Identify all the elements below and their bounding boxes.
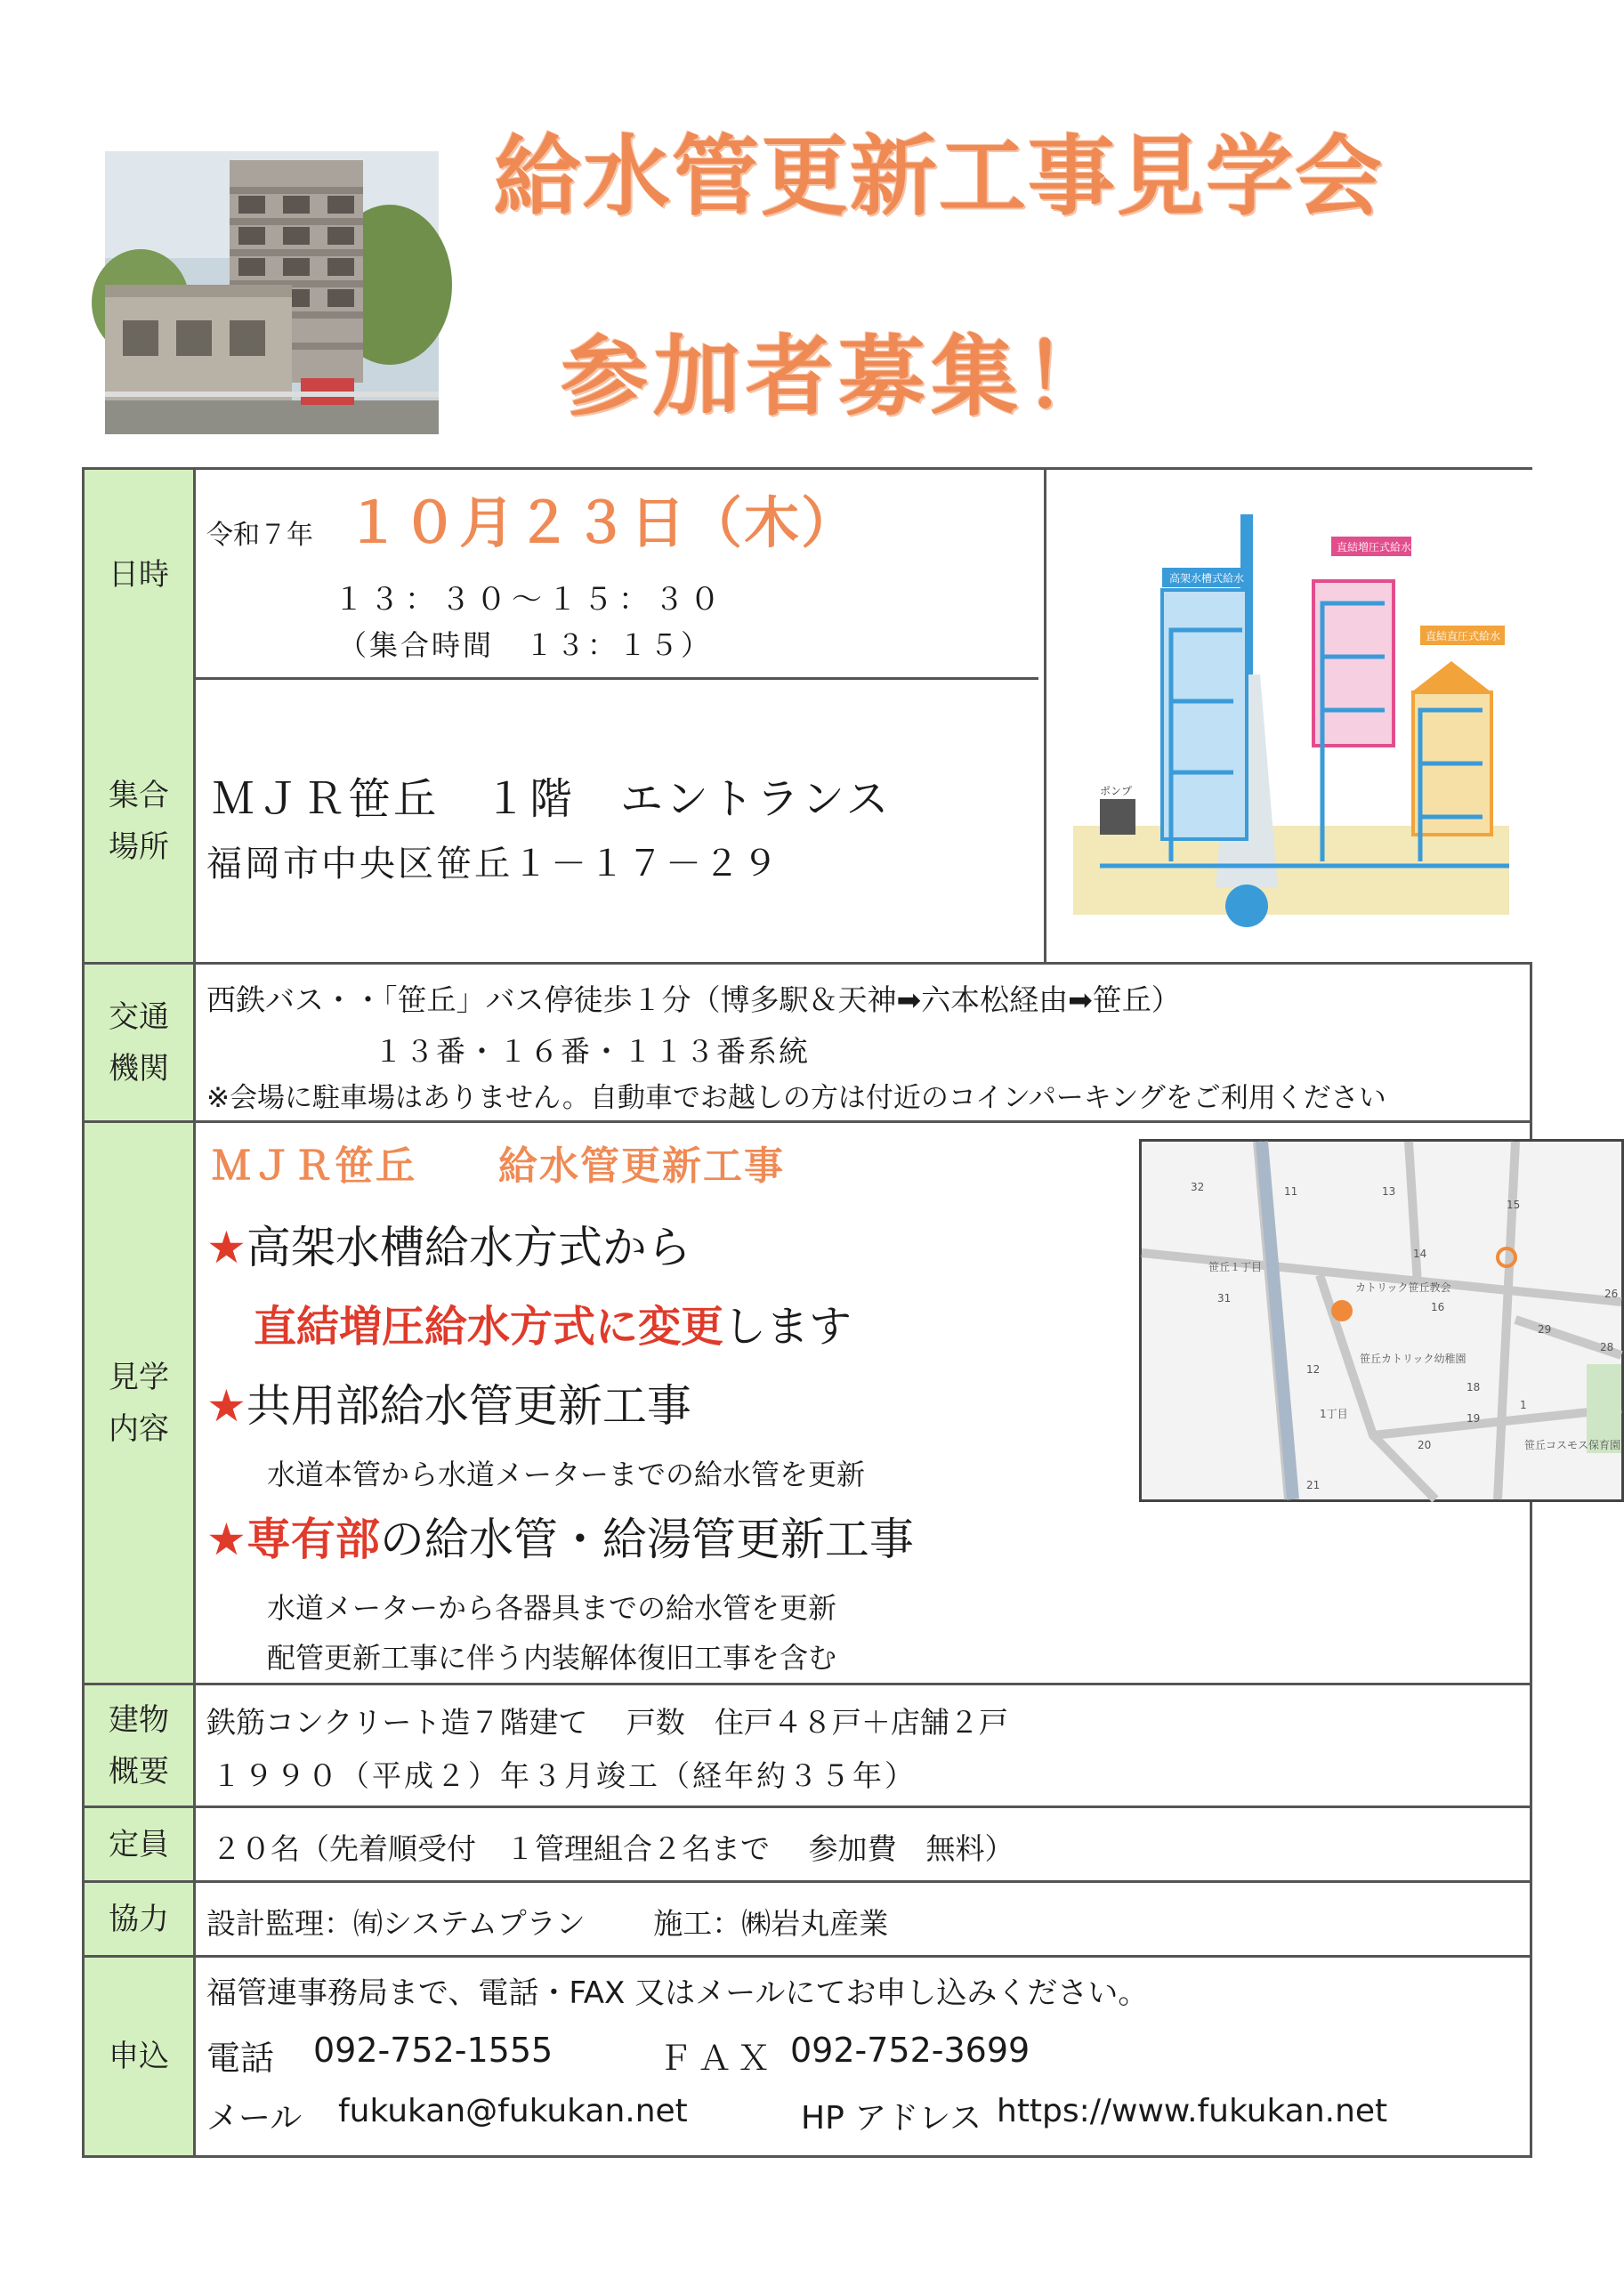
map-number: 21 [1306, 1479, 1321, 1491]
label-capacity: 定員 [85, 1808, 196, 1880]
content-item1: ★高架水槽給水方式から [206, 1222, 691, 1273]
content-item1-line2: 直結増圧給水方式に変更します [254, 1302, 852, 1352]
row-cooperation [85, 1883, 1530, 1958]
row-building [85, 1685, 1530, 1808]
building-line2: １９９０（平成２）年３月竣工（経年約３５年） [212, 1758, 917, 1793]
capacity-cell [196, 1808, 1530, 1880]
map-number: 26 [1604, 1288, 1619, 1300]
map-number: 16 [1431, 1301, 1445, 1313]
row-capacity [85, 1808, 1530, 1883]
content-heading: ＭＪＲ笹丘 給水管更新工事 [212, 1143, 785, 1189]
date-era: 令和７年 [206, 520, 313, 551]
transport-line1: 西鉄バス・・「笹丘」バス停徒歩１分（博多駅＆天神➡六本松経由➡笹丘） [206, 982, 1181, 1017]
map-place: 1丁目 [1320, 1408, 1348, 1420]
date-time: １３：３０～１５：３０ [334, 582, 725, 618]
row-transport [85, 965, 1530, 1123]
apply-tel[interactable]: 092-752-1555 [313, 2031, 553, 2070]
apply-fax: 092-752-3699 [790, 2031, 1030, 2070]
map-number: 14 [1413, 1248, 1427, 1260]
transport-line2: １３番・１６番・１１３番系統 [374, 1034, 810, 1069]
label-transport: 交通 機関 [85, 965, 196, 1120]
apply-hp-label: HP アドレス [801, 2100, 982, 2137]
label-cooperation: 協力 [85, 1883, 196, 1955]
date-day: １０月２３日（木） [345, 490, 859, 555]
map-place: 笹丘コスモス保育園 [1524, 1439, 1621, 1451]
star-icon: ★ [206, 1514, 246, 1565]
map-number: 12 [1306, 1363, 1321, 1376]
star-icon: ★ [206, 1380, 246, 1432]
building-line1: 鉄筋コンクリート造７階建て 戸数 住戸４８戸＋店舗２戸 [206, 1705, 1008, 1740]
content-cell [196, 1123, 1621, 1683]
map-number: 13 [1382, 1185, 1396, 1198]
content-item3: ★専有部の給水管・給湯管更新工事 [206, 1514, 914, 1565]
map-number: 28 [1600, 1341, 1614, 1353]
map-number: 15 [1507, 1199, 1521, 1211]
apply-line1: 福管連事務局まで、電話・FAX 又はメールにてお申し込みください。 [206, 1975, 1149, 2011]
sub-title: 参加者募集！ [561, 327, 1117, 428]
map-number: 18 [1466, 1381, 1481, 1393]
map-number: 1 [1520, 1399, 1527, 1411]
label-building: 建物 概要 [85, 1685, 196, 1805]
content-item2: ★共用部給水管更新工事 [206, 1380, 691, 1432]
map-place: 笹丘カトリック幼稚園 [1360, 1353, 1466, 1365]
apply-cell [196, 1958, 1530, 2155]
apply-fax-label: ＦＡＸ [658, 2039, 777, 2078]
map-place: カトリック笹丘教会 [1355, 1281, 1451, 1294]
transport-line3: ※会場に駐車場はありません。自動車でお越しの方は付近のコインパーキングをご利用ください [206, 1082, 1386, 1114]
label-date: 日時 [85, 470, 196, 680]
content-item3-sub2: 配管更新工事に伴う内装解体復旧工事を含む [267, 1641, 837, 1675]
place-name: ＭＪＲ笹丘 １階 エントランス [212, 774, 892, 824]
apply-hp[interactable]: https://www.fukukan.net [997, 2093, 1388, 2129]
apply-mail-label: メール [206, 2100, 303, 2137]
water-supply-diagram [1044, 470, 1532, 962]
map-number: 32 [1191, 1181, 1205, 1193]
date-cell [196, 470, 1038, 680]
diagram-pump: ポンプ [1100, 785, 1133, 797]
star-icon: ★ [206, 1222, 246, 1273]
location-map [1139, 1139, 1624, 1502]
map-number: 29 [1538, 1323, 1552, 1336]
content-item3-sub1: 水道メーターから各器具までの給水管を更新 [267, 1591, 837, 1625]
info-table [82, 467, 1621, 2158]
map-number: 19 [1466, 1412, 1481, 1425]
main-title: 給水管更新工事見学会 [494, 126, 1385, 228]
diagram-legend2: 直結増圧式給水 [1337, 541, 1412, 553]
building-photo [105, 151, 439, 434]
building-cell [196, 1685, 1530, 1805]
row-content [85, 1123, 1621, 1685]
place-address: 福岡市中央区笹丘１－１７－２９ [206, 844, 780, 885]
row-apply [85, 1958, 1530, 2155]
capacity-text: ２０名（先着順受付 １管理組合２名まで 参加費 無料） [212, 1831, 1014, 1866]
apply-tel-label: 電話 [206, 2039, 275, 2078]
map-number: 20 [1418, 1439, 1432, 1451]
label-content: 見学 内容 [85, 1123, 196, 1683]
diagram-legend3: 直結直圧式給水 [1426, 630, 1501, 642]
map-number: 31 [1217, 1292, 1232, 1305]
transport-cell [196, 965, 1530, 1120]
map-place: 笹丘１丁目 [1208, 1261, 1263, 1273]
diagram-legend1: 高架水槽式給水 [1169, 572, 1245, 585]
map-number: 11 [1284, 1185, 1298, 1198]
place-cell [196, 680, 1038, 962]
label-apply: 申込 [85, 1958, 196, 2155]
cooperation-cell [196, 1883, 1530, 1955]
date-gather: （集合時間 １３：１５） [338, 628, 713, 662]
cooperation-text: 設計監理：㈲システムプラン 施工：㈱岩丸産業 [206, 1906, 889, 1941]
content-item2-sub: 水道本管から水道メーターまでの給水管を更新 [267, 1458, 866, 1491]
apply-mail[interactable]: fukukan@fukukan.net [338, 2093, 688, 2129]
label-place: 集合 場所 [85, 680, 196, 962]
